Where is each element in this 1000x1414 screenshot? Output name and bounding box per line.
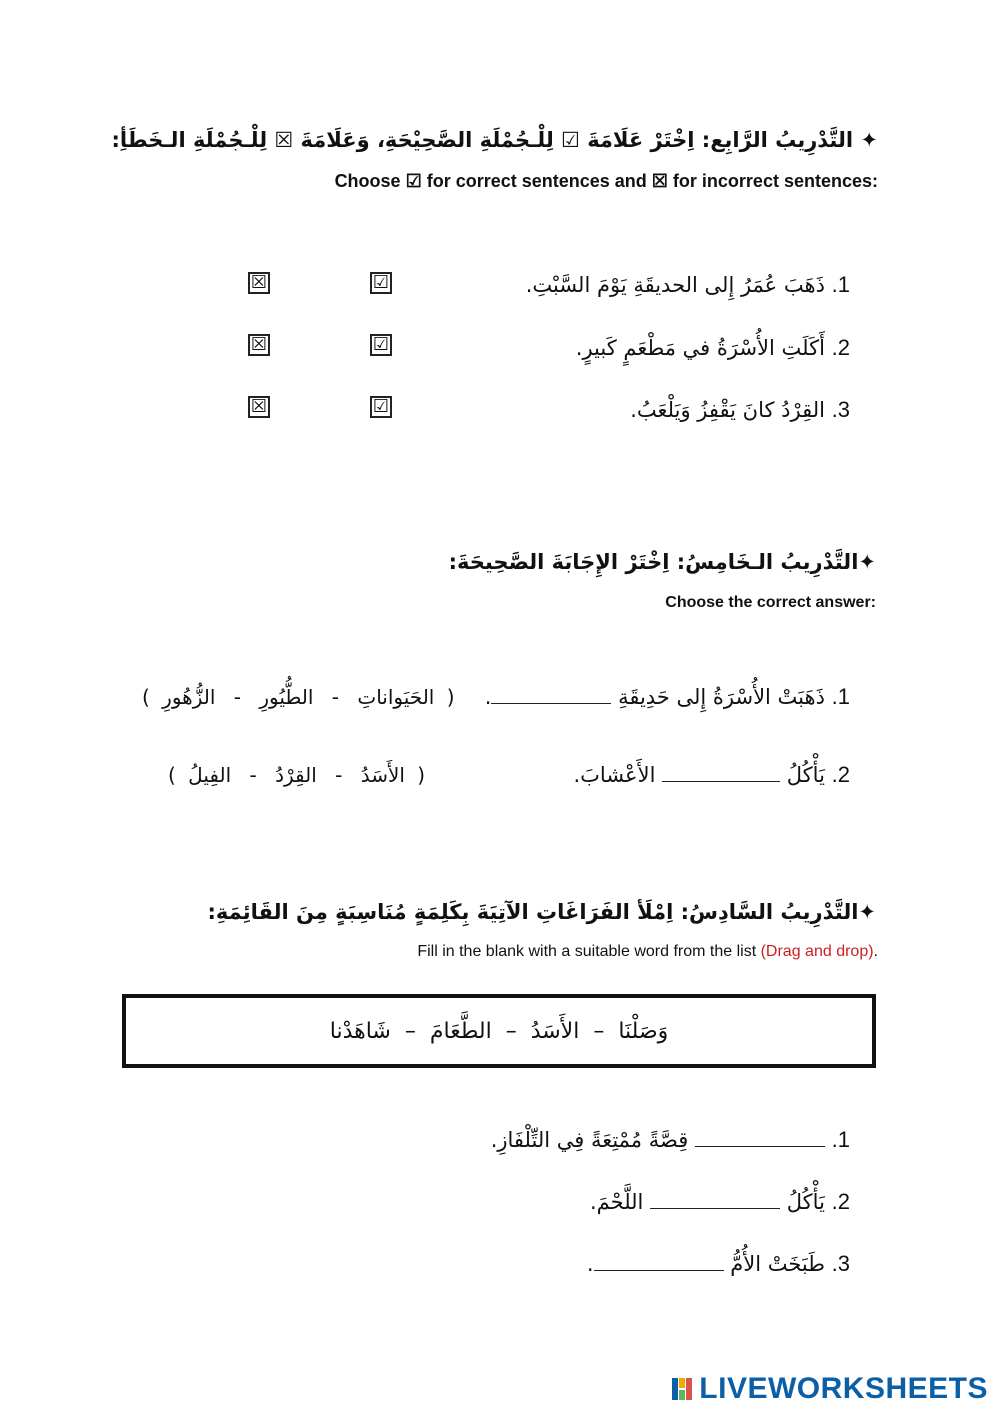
question-text-after: اللَّحْمَ. xyxy=(590,1190,644,1214)
drop-blank-1[interactable] xyxy=(695,1128,825,1147)
word-separator: – xyxy=(505,1018,517,1044)
exercise5-options-2 xyxy=(168,763,425,787)
exercise6-question-1 xyxy=(491,1127,850,1153)
option-monkey[interactable]: القِرْدُ xyxy=(275,763,317,787)
question-text-before: يَأْكُلُ xyxy=(786,1190,825,1214)
question-text-after: . xyxy=(586,1252,594,1276)
word-bank-item-arrived[interactable]: وَصَلْنَا xyxy=(618,1018,669,1044)
question-text-before: ذَهَبَتْ الأُسْرَةُ إِلى حَدِيقَةِ xyxy=(618,685,825,709)
incorrect-checkbox-3[interactable]: ☒ xyxy=(248,396,270,418)
option-elephant[interactable]: الفِيلُ xyxy=(188,763,232,787)
question-number: 2. xyxy=(831,1189,850,1214)
option-separator: - xyxy=(335,763,343,787)
option-separator: - xyxy=(331,685,340,709)
drag-and-drop-note: (Drag and drop) xyxy=(760,943,874,960)
word-bank-item-lion[interactable]: الأَسَدُ xyxy=(530,1018,580,1044)
exercise5-options-1 xyxy=(142,685,455,709)
word-bank xyxy=(122,994,876,1068)
question-text-after: قِصَّةً مُمْتِعَةً فِي التِّلْفَازِ. xyxy=(490,1128,689,1152)
question-number: 1. xyxy=(831,272,850,297)
option-flowers[interactable]: الزُّهُورِ xyxy=(162,685,216,709)
liveworksheets-logo-icon xyxy=(671,1376,693,1402)
word-bank-item-food[interactable]: الطَّعَامَ xyxy=(429,1018,492,1044)
incorrect-checkbox-2[interactable]: ☒ xyxy=(248,334,270,356)
close-paren: ) xyxy=(142,685,150,709)
option-animals[interactable]: الحَيَواناتِ xyxy=(357,685,435,709)
question-number: 3. xyxy=(831,1251,850,1276)
exercise4-sentence-1 xyxy=(526,272,850,298)
exercise5-question-1 xyxy=(485,684,850,710)
sentence-text: ذَهَبَ عُمَرُ إِلى الحديقَةِ يَوْمَ السَّبْتِ. xyxy=(525,273,825,297)
liveworksheets-logo xyxy=(671,1372,988,1406)
drop-blank-2[interactable] xyxy=(650,1190,780,1209)
exercise6-question-3 xyxy=(587,1251,850,1277)
exercise5-question-2 xyxy=(573,762,850,788)
logo-text: LIVEWORKSHEETS xyxy=(699,1372,988,1405)
question-text-before: يَأْكُلُ xyxy=(786,763,825,787)
correct-checkbox-1[interactable]: ☑ xyxy=(370,272,392,294)
answer-blank-2[interactable] xyxy=(662,763,780,782)
question-number: 2. xyxy=(831,762,850,787)
correct-checkbox-3[interactable]: ☑ xyxy=(370,396,392,418)
option-birds[interactable]: الطُّيُورِ xyxy=(259,685,314,709)
question-number: 1. xyxy=(831,684,850,709)
question-text-after: . xyxy=(484,685,492,709)
question-text-before: طَبَخَتْ الأُمُّ xyxy=(730,1252,825,1276)
drop-blank-3[interactable] xyxy=(594,1252,724,1271)
instruction-text: Fill in the blank with a suitable word from the list xyxy=(417,943,757,960)
sentence-text: أَكَلَتِ الأُسْرَةُ في مَطْعَمٍ كَبيرٍ. xyxy=(575,336,825,360)
option-lion[interactable]: الأَسَدُ xyxy=(360,763,405,787)
instruction-end: . xyxy=(873,943,878,960)
incorrect-checkbox-1[interactable]: ☒ xyxy=(248,272,270,294)
exercise6-instruction xyxy=(417,943,878,961)
sentence-text: القِرْدُ كانَ يَقْفِزُ وَيَلْعَبُ. xyxy=(630,398,825,422)
exercise4-instruction: Choose ☑ for correct sentences and ☒ for incorrect sentences: xyxy=(334,171,878,191)
word-separator: – xyxy=(404,1018,416,1044)
exercise5-instruction: Choose the correct answer: xyxy=(665,594,876,611)
correct-checkbox-2[interactable]: ☑ xyxy=(370,334,392,356)
question-number: 1. xyxy=(831,1127,850,1152)
exercise4-sentence-2 xyxy=(576,335,850,361)
exercise4-title: ✦ التَّدْرِيبُ الرَّابِع: اِخْتَرْ عَلَامَةَ ☑ لِلْـجُمْلَةِ الصَّحِيْحَةِ، وَعَلَامَةَ ☒ لِلْـجُمْلَةِ الـخَطَأِ: xyxy=(111,128,878,152)
open-paren: ( xyxy=(417,763,426,787)
exercise6-question-2 xyxy=(590,1189,850,1215)
exercise5-title: ✦التَّدْرِيبُ الـخَامِسُ: اِخْتَرْ الإِجَابَةَ الصَّحِيحَةَ: xyxy=(448,550,876,574)
question-number: 2. xyxy=(831,335,850,360)
open-paren: ( xyxy=(446,685,455,709)
word-bank-item-watched[interactable]: شَاهَدْنا xyxy=(329,1018,391,1044)
question-text-after: الأَعْشابَ. xyxy=(573,763,656,787)
word-separator: – xyxy=(593,1018,605,1044)
option-separator: - xyxy=(249,763,257,787)
exercise4-sentence-3 xyxy=(630,397,850,423)
option-separator: - xyxy=(233,685,241,709)
question-number: 3. xyxy=(831,397,850,422)
answer-blank-1[interactable] xyxy=(491,685,611,704)
exercise6-title: ✦التَّدْرِيبُ السَّادِسُ: اِمْلَأ الفَرَاغَاتِ الآتِيَةَ بِكَلِمَةٍ مُنَاسِبَةٍ مِنَ القَائِمَةِ: xyxy=(207,900,876,924)
close-paren: ) xyxy=(168,763,176,787)
